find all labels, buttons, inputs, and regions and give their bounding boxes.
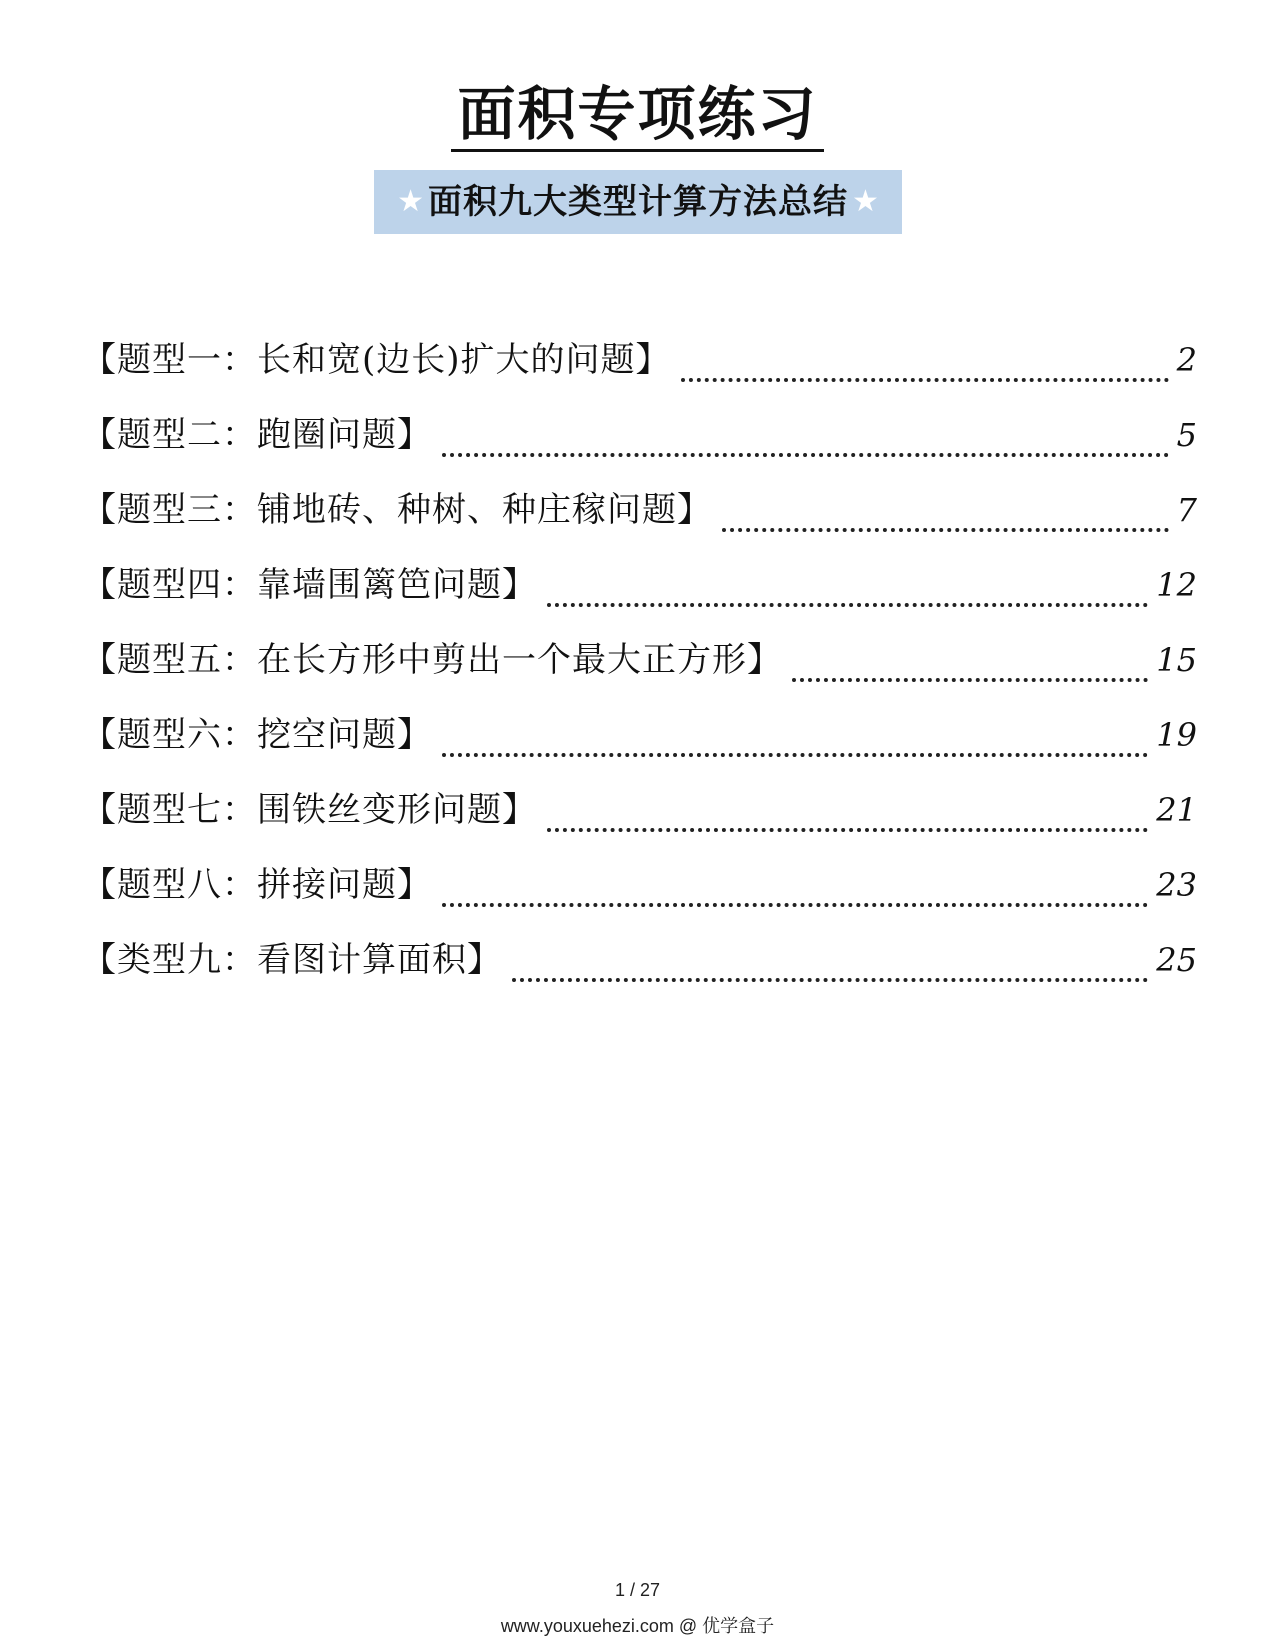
toc-entry-2[interactable] [82, 405, 1197, 480]
toc-entry-label: 【类型九：看图计算面积】 [82, 940, 502, 980]
table-of-contents [82, 330, 1197, 1005]
toc-entry-label: 【题型四：靠墙围篱笆问题】 [82, 565, 537, 605]
toc-entry-9[interactable] [82, 930, 1197, 1005]
star-left-icon: ★ [397, 184, 424, 219]
toc-dot-leader [722, 528, 1169, 532]
toc-entry-page: 21 [1156, 791, 1197, 829]
subtitle-text: 面积九大类型计算方法总结 [428, 182, 848, 222]
page-indicator: 1 / 27 [614, 1580, 661, 1600]
toc-entry-label: 【题型一：长和宽(边长)扩大的问题】 [82, 340, 671, 380]
toc-entry-page: 5 [1176, 416, 1197, 454]
toc-dot-leader [547, 828, 1148, 832]
toc-entry-3[interactable] [82, 480, 1197, 555]
toc-entry-6[interactable] [82, 705, 1197, 780]
toc-entry-page: 7 [1176, 491, 1197, 529]
footer-url: www.youxuehezi.com @ 优学盒子 [500, 1616, 775, 1636]
toc-entry-label: 【题型七：围铁丝变形问题】 [82, 790, 537, 830]
toc-entry-label: 【题型五：在长方形中剪出一个最大正方形】 [82, 640, 782, 680]
toc-entry-page: 15 [1156, 641, 1197, 679]
toc-dot-leader [792, 678, 1148, 682]
toc-dot-leader [512, 978, 1148, 982]
toc-entry-5[interactable] [82, 630, 1197, 705]
star-right-icon: ★ [852, 184, 879, 219]
toc-entry-label: 【题型八：拼接问题】 [82, 865, 432, 905]
toc-entry-page: 23 [1156, 866, 1197, 904]
toc-entry-4[interactable] [82, 555, 1197, 630]
toc-entry-page: 12 [1156, 566, 1197, 604]
toc-dot-leader [681, 378, 1169, 382]
subtitle-banner [374, 170, 902, 234]
toc-dot-leader [442, 753, 1148, 757]
toc-dot-leader [442, 453, 1169, 457]
toc-entry-page: 19 [1156, 716, 1197, 754]
toc-entry-label: 【题型三：铺地砖、种树、种庄稼问题】 [82, 490, 712, 530]
toc-entry-label: 【题型二：跑圈问题】 [82, 415, 432, 455]
toc-entry-8[interactable] [82, 855, 1197, 930]
toc-entry-page: 25 [1156, 941, 1197, 979]
page-title-text: 面积专项练习 [451, 81, 823, 152]
toc-entry-page: 2 [1176, 341, 1197, 379]
toc-dot-leader [547, 603, 1148, 607]
toc-entry-1[interactable] [82, 330, 1197, 405]
toc-entry-label: 【题型六：挖空问题】 [82, 715, 432, 755]
toc-dot-leader [442, 903, 1148, 907]
toc-entry-7[interactable] [82, 780, 1197, 855]
page-title [0, 78, 1275, 152]
